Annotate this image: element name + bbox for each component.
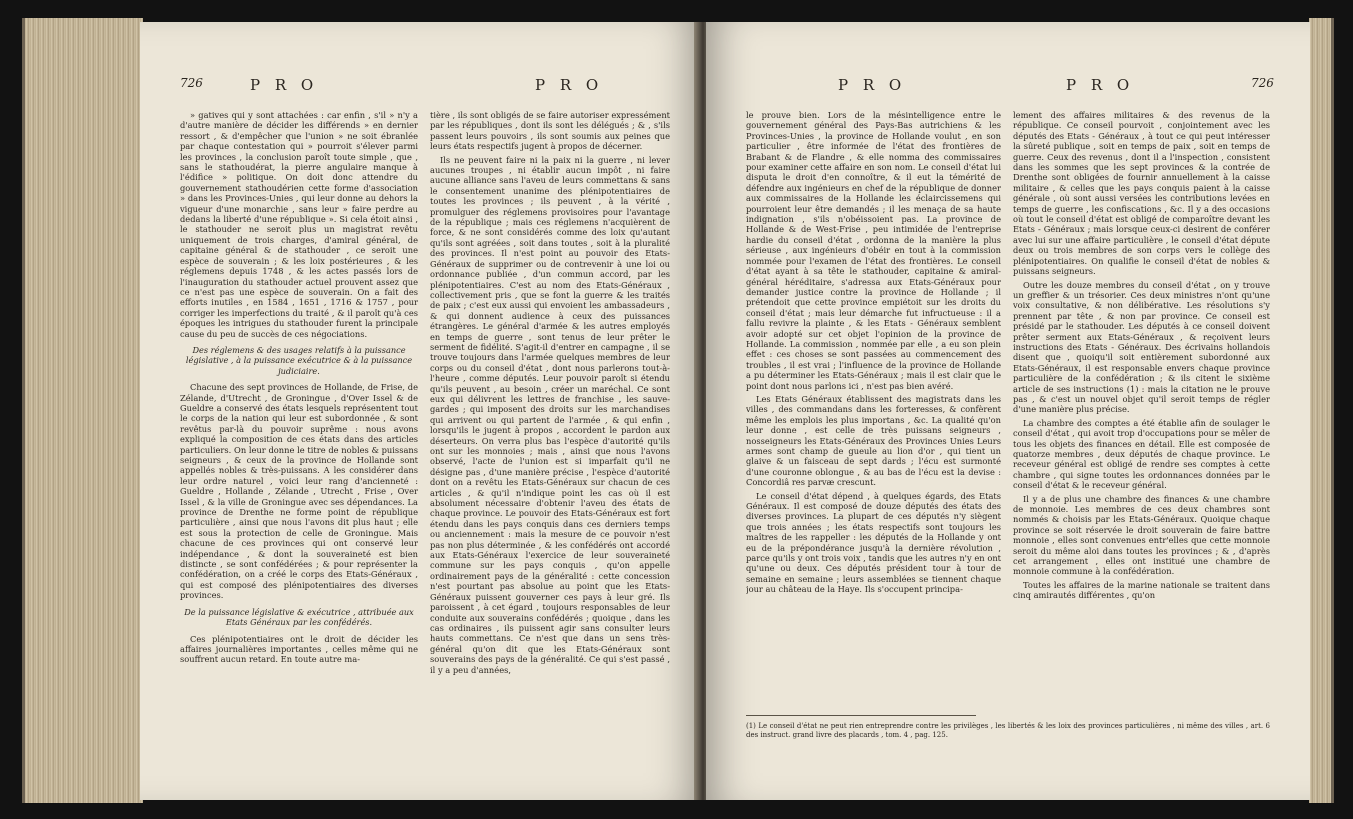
paragraph: Ces plénipotentiaires ont le droit de décider les affaires journalières importantes , celles même qui ne souffrent aucun retard. En toute autre ma- xyxy=(180,633,418,665)
left-page xyxy=(140,22,700,800)
page-edges-right xyxy=(1309,18,1334,803)
paragraph: Il y a de plus une chambre des finances & une chambre de monnoie. Les membres de ces deux chambres sont nommés & choisis par les Etats-Généraux. Quoique chaque province se soit réservée le droit souverain de faire battre monnoie , elles sont convenues entr'elles que cette monnoie seroit du même aloi dans toutes les provinces ; & , d'après cet arrangement , elles ont institué une chambre de monnoie commune à la confédération. xyxy=(1013,493,1270,577)
paragraph: tière , ils sont obligés de se faire autoriser expressément par les républiques , dont ils sont les délégués ; & , s'ils passent leurs pouvoirs , ils sont soumis aux peines que leurs états respectifs jugent à propos de décerner. xyxy=(430,110,670,152)
footnote-rule xyxy=(746,715,976,716)
paragraph: Les Etats Généraux établissent des magistrats dans les villes , des commandans dans les forteresses, & confèrent même les emplois les plus importans , &c. La qualité qu'on leur donne , est celle de très puissans seigneurs , nosseigneurs les Etats-Généraux des Provinces Unies Leurs armes sont champ de gueule au lion d'or , qui tient un glaive & un faisceau de sept dards ; l'écu est surmonté d'une couronne oblongue , & au bas de l'écu est la devise : Concordiâ res parvæ crescunt. xyxy=(746,393,1001,488)
paragraph: Chacune des sept provinces de Hollande, de Frise, de Zélande, d'Utrecht , de Groningue , d'Over Issel & de Gueldre a conservé des états lesquels représentent tout le corps de la nation qui leur est subordonnée , & sont revêtus par-là du pouvoir suprême : nous avons expliqué la composition de ces états dans des articles particuliers. On leur donne le titre de nobles & puissans seigneurs , & ceux de la province de Hollande sont appellés nobles & très-puissans. A les considérer dans leur ordre naturel , voici leur rang d'ancienneté : Gueldre , Hollande , Zélande , Utrecht , Frise , Over Issel , & la ville de Groningue avec ses dépendances. La province de Drenthe ne forme point de république particulière , ainsi que nous l'avons dit plus haut ; elle est sous la protection de celle de Groningue. Mais chacune de ces provinces qui ont conservé leur indépendance , & dont la souveraineté est bien distincte , se sont confédérées ; & pour représenter la confédération, on a créé le corps des Etats-Généraux , qui est composé des plénipotentiaires des diverses provinces. xyxy=(180,382,418,601)
text-column-2 xyxy=(1013,110,1270,670)
right-page xyxy=(706,22,1310,800)
paragraph: Le conseil d'état dépend , à quelques égards, des Etats Généraux. Il est composé de douze députés des états des diverses provinces. La plupart de ces députés n'y siègent que trois années ; les états respectifs sont toujours les maîtres de les rappeller : les députés de la Hollande y ont eu de la prépondérance jusqu'à la dernière révolution , parce qu'ils y ont trois voix , tandis que les autres n'y en ont qu'une ou deux. Ces députés président tour à tour de semaine en semaine ; leurs assemblées se tiennent chaque jour au château de la Haye. Ils s'occupent principa- xyxy=(746,490,1001,595)
page-edges-left xyxy=(22,18,143,803)
page-number: 726 xyxy=(180,76,203,90)
text-column-1 xyxy=(746,110,1001,670)
running-head: P R O xyxy=(1066,76,1135,94)
paragraph: Ils ne peuvent faire ni la paix ni la guerre , ni lever aucunes troupes , ni établir aucun impôt , ni faire aucune alliance sans l'aveu de leurs commettans & sans le consentement unanime des plénipotentiaires de toutes les provinces ; ils peuvent , à la vérité , promulguer des réglemens provisoires pour l'avantage de la république ; mais ces réglemens n'acquièrent de force, & ne sont considérés comme des loix qu'autant qu'ils sont agréées , soit dans toutes , soit à la pluralité des provinces. Il n'est point au pouvoir des Etats-Généraux de supprimer ou de contrevenir à une loi ou ordonnance publiée , d'un commun accord, par les plénipotentiaires. C'est au nom des Etats-Généraux , collectivement pris , que se font la guerre & les traités de paix ; c'est eux aussi qui envoient les ambassadeurs , & qui donnent audience à ceux des puissances étrangères. Le général d'armée & les autres employés en temps de guerre , sont tenus de leur prêter le serment de fidélité. S'agit-il d'entrer en campagne , il se trouve toujours dans l'armée quelques membres de leur corps ou du conseil d'état , dont nous parlerons tout-à-l'heure , comme députés. Leur pouvoir paroît si étendu qu'ils peuvent , au besoin , créer un maréchal. Ce sont eux qui délivrent les lettres de franchise , les sauve-gardes ; qui imposent des droits sur les marchandises qui arrivent ou qui partent de l'armée , & qui enfin , lorsqu'ils le jugent à propos , accordent le pardon aux déserteurs. On verra plus bas l'espèce d'autorité qu'ils ont sur les monnoies ; mais , ainsi que nous l'avons observé, l'acte de l'union est si imparfait qu'il ne désigne pas , d'une manière précise , l'espèce d'autorité dont on a revêtu les Etats-Généraux sur chacun de ces articles , & qu'il n'indique point les cas où il est absolument nécessaire d'obtenir l'aveu des états de chaque province. Le pouvoir des Etats-Généraux est fort étendu dans les pays conquis dans ces derniers temps ou anciennement : mais la mesure de ce pouvoir n'est pas non plus déterminée , & les confédérés ont accordé aux Etats-Généraux l'exercice de leur souveraineté commune sur les pays conquis , qu'on appelle ordinairement pays de la généralité : cette concession n'est pourtant pas absolue au point que les Etats-Généraux puissent gouverner ces pays à leur gré. Ils paroissent , à cet égard , toujours responsables de leur conduite aux souverains confédérés ; quoique , dans les cas ordinaires , ils puissent agir sans consulter leurs hauts commettans. Ce n'est que dans un sens très-général qu'on dit que les Etats-Généraux sont souverains des pays de la généralité. Ce qui s'est passé , il y a peu d'années, xyxy=(430,154,670,675)
right-page-header xyxy=(706,76,1310,98)
text-column-2 xyxy=(430,110,670,786)
paragraph: le prouve bien. Lors de la mésintelligence entre le gouvernement général des Pays-Bas autrichiens & les Provinces-Unies , la province de Hollande voulut , en son particulier , être informée de l'état des frontières de Brabant & de Flandre , & elle nomma des commissaires pour examiner cette affaire en son nom. Le conseil d'état lui disputa le droit d'en connoître, & il eut la témérité de défendre aux ingénieurs en chef de la république de donner aux commissaires de la Hollande les éclaircissemens qui pourroient leur être demandés ; il les menaça de sa haute indignation , s'ils n'obéissoient pas. La province de Hollande & de West-Frise , peu intimidée de l'entreprise hardie du conseil d'état , ordonna de la manière la plus sérieuse , aux ingénieurs d'obéir en tout à la commission nommée pour l'examen de l'état des frontières. Le conseil d'état ayant à sa tête le stathouder, capitaine & amiral-général héréditaire, s'adressa aux Etats-Généraux pour demander justice contre la province de Hollande ; il prétendoit que cette province empiétoit sur les droits du conseil d'état ; mais leur démarche fut infructueuse : il a fallu revivre la plainte , & les Etats - Généraux semblent avoir adopté sur cet objet l'opinion de la province de Hollande. La commission , nommée par elle , a eu son plein effet : ces choses se sont passées au commencement des troubles , il est vrai ; l'influence de la province de Hollande a pu déterminer les Etats-Généraux ; mais il est clair que le point dont nous parlons ici , n'est pas bien avéré. xyxy=(746,110,1001,391)
text-column-1 xyxy=(180,110,418,786)
paragraph: Outre les douze membres du conseil d'état , on y trouve un greffier & un trésorier. Ces deux ministres n'ont qu'une voix consultative, & non délibérative. Les résolutions s'y prennent par tête , & non par province. Ce conseil est présidé par le stathouder. Les députés à ce conseil doivent prêter serment aux Etats-Généraux , & reçoivent leurs instructions des Etats - Généraux. Des écrivains hollandois disent que , quoiqu'il soit entièrement subordonné aux Etats-Généraux, il est responsable envers chaque province particulière de la confédération ; & ils citent le sixième article de ses instructions (1) : mais la citation ne le prouve pas , & c'est un nouvel objet qu'il seroit temps de régler d'une manière plus précise. xyxy=(1013,279,1270,415)
paragraph: Toutes les affaires de la marine nationale se traitent dans cinq amirautés différentes , qu'on xyxy=(1013,579,1270,601)
section-title: Des réglemens & des usages relatifs à la puissance législative , à la puissance exécutrice & à la puissance judiciaire. xyxy=(185,344,413,376)
paragraph: lement des affaires militaires & des revenus de la république. Ce conseil pourvoit , conjointement avec les députés des Etats - Généraux , à tout ce qui peut intéresser la sûreté publique , soit en temps de paix , soit en temps de guerre. Ceux des revenus , dont il a l'inspection , consistent dans les sommes que les sept provinces & la contrée de Drenthe sont obligées de fournir annuellement à la caisse militaire , & celles que les pays conquis paient à la caisse générale , où sont aussi versées les contributions levées en temps de guerre , les confiscations , &c. Il y a des occasions où tout le conseil d'état est obligé de comparoître devant les Etats - Généraux ; mais lorsque ceux-ci desirent de conférer avec lui sur une affaire particulière , le conseil d'état députe deux ou trois membres de son corps vers le collège des plénipotentiaires. On qualifie le conseil d'état de nobles & puissans seigneurs. xyxy=(1013,110,1270,277)
open-book xyxy=(22,10,1334,810)
left-page-header xyxy=(140,76,700,98)
paragraph: La chambre des comptes a été établie afin de soulager le conseil d'état , qui avoit trop d'occupations pour se mêler de tous les objets des finances en détail. Elle est composée de quatorze membres , deux députés de chaque province. Le receveur général est obligé de rendre ses comptes à cette chambre , qui signe toutes les ordonnances données par le conseil d'état & le receveur général. xyxy=(1013,417,1270,491)
running-head: P R O xyxy=(535,76,604,94)
running-head: P R O xyxy=(838,76,907,94)
page-number: 726 xyxy=(1251,76,1274,90)
running-head: P R O xyxy=(250,76,319,94)
footnote: (1) Le conseil d'état ne peut rien entreprendre contre les privilèges , les libertés & les loix des provinces particulières , ni même des villes , art. 6 des instruct. grand livre des placards , tom. 4 , pag. 125. xyxy=(746,722,1270,739)
paragraph: » gatives qui y sont attachées : car enfin , s'il » n'y a d'autre manière de décider les différends » en dernier ressort , & d'empêcher que l'union » ne soit ébranlée par chaque contestation qui » pourroit s'élever parmi les provinces , la conclusion paroît toute simple , que , sans le stathoudérat, la pierre angulaire manque à l'édifice » politique. On doit donc attendre du gouvernement stathoudérien cette forme d'association » dans les Provinces-Unies , qui leur donne au dehors la vigueur d'une monarchie , sans leur » faire perdre au dedans la liberté d'une république ». Si cela étoit ainsi , le stathouder ne seroit plus un magistrat revêtu uniquement de trois charges, d'amiral général, de capitaine général & de stathouder , ce seroit une espèce de souverain ; & les loix postérieures , & les réglemens depuis 1748 , & les actes passés lors de l'inauguration du stathouder actuel prouvent assez que ce n'est pas une espèce de souverain. On a fait des efforts inutiles , en 1584 , 1651 , 1716 & 1757 , pour corriger les imperfections du traité , & il paroît qu'à ces époques les intrigues du stathouder furent la principale cause du peu de succès de ces négociations. xyxy=(180,110,418,339)
section-title: De la puissance législative & exécutrice , attribuée aux Etats Généraux par les confédérés. xyxy=(184,606,414,628)
